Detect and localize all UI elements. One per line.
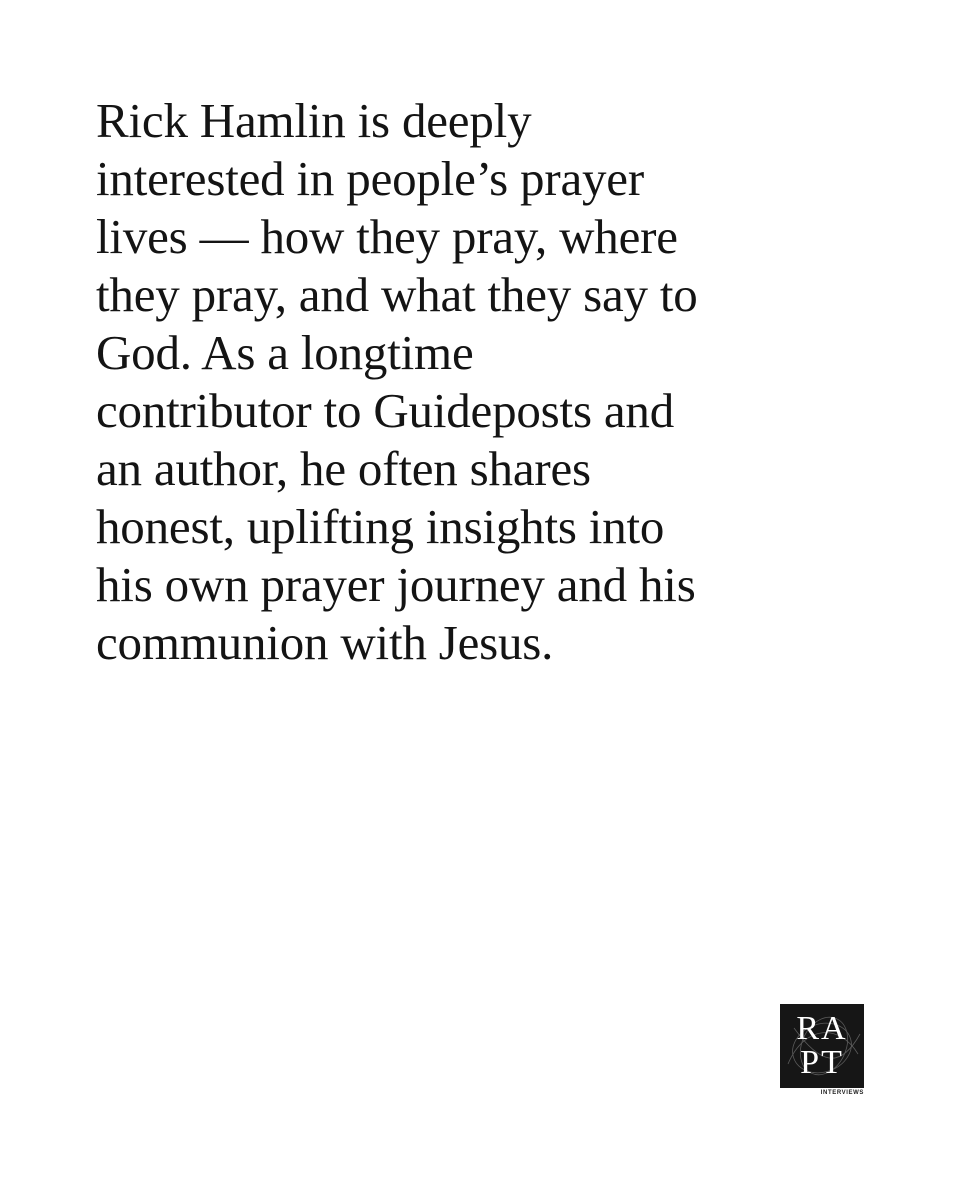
quote-text [96, 92, 746, 672]
quote-line: they pray, and what they say to [96, 267, 698, 322]
rapt-interviews-logo [780, 1004, 864, 1096]
quote-line: Rick Hamlin is deeply [96, 93, 532, 148]
logo-letters-top: RA [796, 1010, 848, 1047]
quote-line: lives — how they pray, where [96, 209, 678, 264]
quote-line: God. As a longtime [96, 325, 474, 380]
quote-line: his own prayer journey and his [96, 557, 696, 612]
logo-subtitle: INTERVIEWS [820, 1090, 864, 1096]
logo-box [780, 1004, 864, 1088]
quote-line: an author, he often shares [96, 441, 591, 496]
quote-line: contributor to Guideposts and [96, 383, 675, 438]
quote-line: honest, uplifting insights into [96, 499, 665, 554]
logo-letters-bottom: PT [800, 1044, 844, 1081]
quote-line: interested in people’s prayer [96, 151, 644, 206]
quote-line: communion with Jesus. [96, 615, 554, 670]
